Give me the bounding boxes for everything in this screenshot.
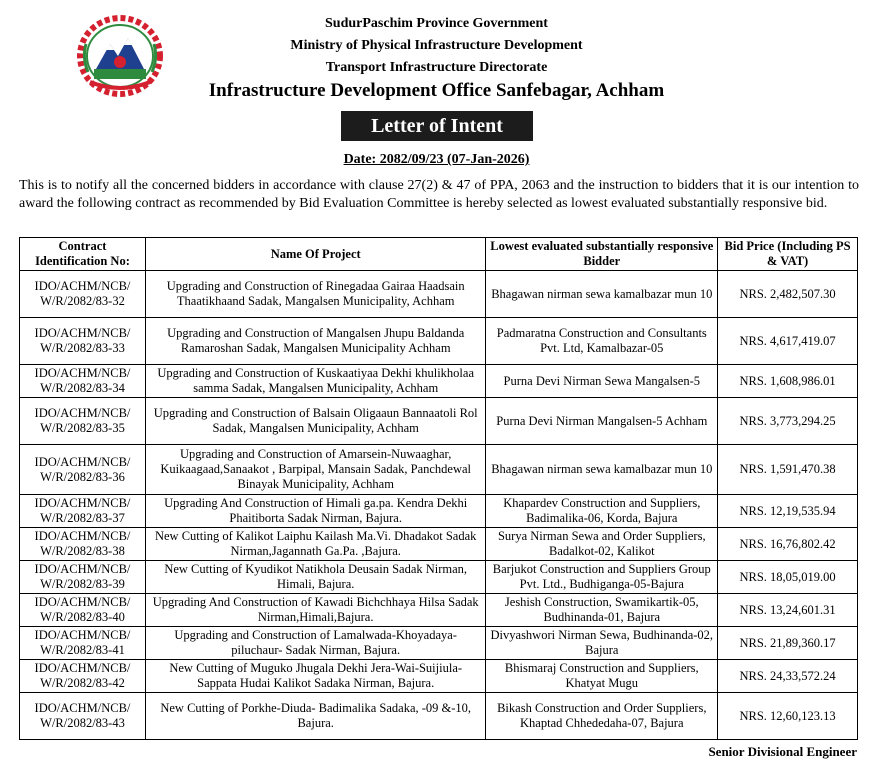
- bid-price: NRS. 4,617,419.07: [718, 318, 858, 365]
- bidder-name: Jeshish Construction, Swamikartik-05, Budhinanda-01, Bajura: [486, 594, 718, 627]
- ministry-name: Ministry of Physical Infrastructure Development: [290, 38, 583, 53]
- contract-id: IDO/ACHM/NCB/ W/R/2082/83-40: [20, 594, 146, 627]
- bid-price: NRS. 1,591,470.38: [718, 445, 858, 495]
- contract-id: IDO/ACHM/NCB/ W/R/2082/83-34: [20, 365, 146, 398]
- table-row: [20, 495, 858, 528]
- project-name: Upgrading And Construction of Kawadi Bichchhaya Hilsa Sadak Nirman,Himali,Bajura.: [145, 594, 486, 627]
- contract-id: IDO/ACHM/NCB/ W/R/2082/83-35: [20, 398, 146, 445]
- bid-price: NRS. 12,19,535.94: [718, 495, 858, 528]
- table-row: [20, 271, 858, 318]
- contract-id: IDO/ACHM/NCB/ W/R/2082/83-32: [20, 271, 146, 318]
- bidder-name: Bhagawan nirman sewa kamalbazar mun 10: [486, 271, 718, 318]
- table-row: [20, 365, 858, 398]
- bidder-name: Purna Devi Nirman Mangalsen-5 Achham: [486, 398, 718, 445]
- signature-title: Senior Divisional Engineer: [708, 744, 857, 759]
- project-name: Upgrading and Construction of Amarsein-Nuwaaghar, Kuikaagaad,Sanaakot , Barpipal, Mansain Sadak, Panchdewal Binayak Municipality, Achham: [145, 445, 486, 495]
- directorate-name: Transport Infrastructure Directorate: [325, 60, 548, 75]
- table-row: [20, 660, 858, 693]
- bid-price: NRS. 18,05,019.00: [718, 561, 858, 594]
- table-row: [20, 528, 858, 561]
- bidder-name: Khapardev Construction and Suppliers, Badimalika-06, Korda, Bajura: [486, 495, 718, 528]
- bidder-name: Bikash Construction and Order Suppliers, Khaptad Chhededaha-07, Bajura: [486, 693, 718, 740]
- project-name: Upgrading and Construction of Rinegadaa Gairaa Haadsain Thaatikhaand Sadak, Mangalsen Municipality, Achham: [145, 271, 486, 318]
- header-project: Name Of Project: [145, 238, 486, 271]
- bid-price: NRS. 13,24,601.31: [718, 594, 858, 627]
- contract-id: IDO/ACHM/NCB/ W/R/2082/83-38: [20, 528, 146, 561]
- letterhead: [0, 13, 873, 104]
- contracts-table: [19, 237, 858, 740]
- project-name: New Cutting of Muguko Jhugala Dekhi Jera-Wai-Suijiula- Sappata Hudai Kalikot Sadaka Nirman, Bajura.: [145, 660, 486, 693]
- bidder-name: Purna Devi Nirman Sewa Mangalsen-5: [486, 365, 718, 398]
- bidder-name: Bhismaraj Construction and Suppliers, Khatyat Mugu: [486, 660, 718, 693]
- bidder-name: Barjukot Construction and Suppliers Group Pvt. Ltd., Budhiganga-05-Bajura: [486, 561, 718, 594]
- header-contract-id: Contract Identification No:: [20, 238, 146, 271]
- bidder-name: Bhagawan nirman sewa kamalbazar mun 10: [486, 445, 718, 495]
- table-row: [20, 445, 858, 495]
- table-header-row: [20, 238, 858, 271]
- contract-id: IDO/ACHM/NCB/ W/R/2082/83-33: [20, 318, 146, 365]
- bid-price: NRS. 1,608,986.01: [718, 365, 858, 398]
- project-name: New Cutting of Porkhe-Diuda- Badimalika Sadaka, -09 &-10, Bajura.: [145, 693, 486, 740]
- table-row: [20, 561, 858, 594]
- bid-price: NRS. 3,773,294.25: [718, 398, 858, 445]
- bidder-name: Surya Nirman Sewa and Order Suppliers, Badalkot-02, Kalikot: [486, 528, 718, 561]
- project-name: Upgrading and Construction of Kuskaatiyaa Dekhi khulikholaa samma Sadak, Mangalsen Municipality, Achham: [145, 365, 486, 398]
- header-price: Bid Price (Including PS & VAT): [718, 238, 858, 271]
- project-name: Upgrading and Construction of Balsain Oligaaun Bannaatoli Rol Sadak, Mangalsen Municipality, Achham: [145, 398, 486, 445]
- document-date: Date: 2082/09/23 (07-Jan-2026): [343, 152, 530, 167]
- province-name: SudurPaschim Province Government: [325, 16, 548, 31]
- bidder-name: Padmaratna Construction and Consultants Pvt. Ltd, Kamalbazar-05: [486, 318, 718, 365]
- table-row: [20, 318, 858, 365]
- document-title: Letter of Intent: [341, 111, 533, 141]
- bid-price: NRS. 2,482,507.30: [718, 271, 858, 318]
- contract-id: IDO/ACHM/NCB/ W/R/2082/83-42: [20, 660, 146, 693]
- table-row: [20, 594, 858, 627]
- project-name: Upgrading And Construction of Himali ga.pa. Kendra Dekhi Phaitiborta Sadak Nirman, Bajura.: [145, 495, 486, 528]
- table-row: [20, 398, 858, 445]
- contract-id: IDO/ACHM/NCB/ W/R/2082/83-37: [20, 495, 146, 528]
- contract-id: IDO/ACHM/NCB/ W/R/2082/83-43: [20, 693, 146, 740]
- header-bidder: Lowest evaluated substantially responsive Bidder: [486, 238, 718, 271]
- table-row: [20, 627, 858, 660]
- bid-price: NRS. 24,33,572.24: [718, 660, 858, 693]
- bidder-name: Divyashwori Nirman Sewa, Budhinanda-02, Bajura: [486, 627, 718, 660]
- bid-price: NRS. 21,89,360.17: [718, 627, 858, 660]
- project-name: Upgrading and Construction of Mangalsen Jhupu Baldanda Ramaroshan Sadak, Mangalsen Municipality Achham: [145, 318, 486, 365]
- bid-price: NRS. 16,76,802.42: [718, 528, 858, 561]
- intro-paragraph: This is to notify all the concerned bidders in accordance with clause 27(2) & 47 of PPA, 2063 and the instruction to bidders that it is our intention to award the following contract as recommended by Bid Evaluation Committee is hereby selected as lowest evaluated substantially responsive bid.: [19, 178, 859, 211]
- contract-id: IDO/ACHM/NCB/ W/R/2082/83-36: [20, 445, 146, 495]
- table-row: [20, 693, 858, 740]
- project-name: New Cutting of Kyudikot Natikhola Deusain Sadak Nirman, Himali, Bajura.: [145, 561, 486, 594]
- project-name: New Cutting of Kalikot Laiphu Kailash Ma.Vi. Dhadakot Sadak Nirman,Jagannath Ga.Pa. ,Bajura.: [145, 528, 486, 561]
- contract-id: IDO/ACHM/NCB/ W/R/2082/83-41: [20, 627, 146, 660]
- bid-price: NRS. 12,60,123.13: [718, 693, 858, 740]
- contract-id: IDO/ACHM/NCB/ W/R/2082/83-39: [20, 561, 146, 594]
- project-name: Upgrading and Construction of Lamalwada-Khoyadaya- piluchaur- Sadak Nirman, Bajura.: [145, 627, 486, 660]
- office-name: Infrastructure Development Office Sanfebagar, Achham: [208, 80, 665, 101]
